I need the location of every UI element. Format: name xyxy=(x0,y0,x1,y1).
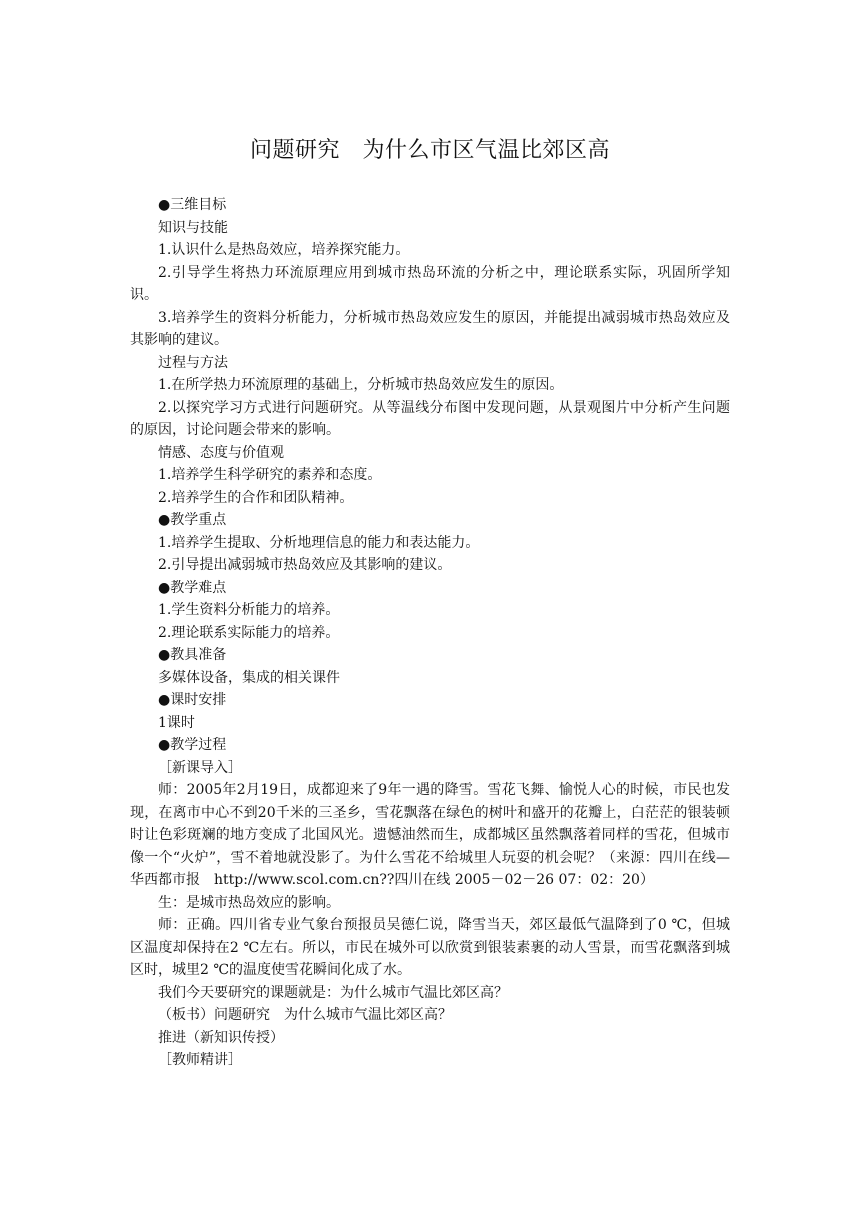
paragraph: 1.培养学生科学研究的素养和态度。 xyxy=(158,467,382,483)
paragraph: 2.引导提出减弱城市热岛效应及其影响的建议。 xyxy=(158,557,452,573)
paragraph: 多媒体设备，集成的相关课件 xyxy=(158,669,340,686)
paragraph: 2.引导学生将热力环流原理应用到城市热岛环流的分析之中，理论联系实际，巩固所学知识。 xyxy=(130,264,730,303)
paragraph: 1.学生资料分析能力的培养。 xyxy=(158,602,340,618)
subheading-attitudes-values: 情感、态度与价值观 xyxy=(158,444,284,461)
heading-teaching-aids: ●教具准备 xyxy=(158,647,227,663)
document-title: 问题研究 为什么市区气温比郊区高 xyxy=(249,138,610,163)
paragraph: 1课时 xyxy=(158,714,195,731)
paragraph: 师：2005年2月19日，成都迎来了9年一遇的降雪。雪花飞舞、愉悦人心的时候，市民也发现，在离市中心不到20千米的三圣乡，雪花飘落在绿色的树叶和盛开的花瓣上，白茫茫的银装顿时让色彩斑斓的地方变成了北国风光。遗憾油然而生，成都城区虽然飘落着同样的雪花，但城市像一个“火炉”，雪不着地就没影了。为什么雪花不给城里人玩耍的机会呢？（来源：四川在线—华西都市报 http://www.scol.com.cn??四川在线 2005－02－26 07：02：20） xyxy=(130,782,730,888)
heading-teaching-focus: ●教学重点 xyxy=(158,512,227,528)
heading-teaching-process: ●教学过程 xyxy=(158,737,227,753)
heading-class-schedule: ●课时安排 xyxy=(158,692,227,708)
paragraph: 1.培养学生提取、分析地理信息的能力和表达能力。 xyxy=(158,534,480,551)
heading-teaching-difficulties: ●教学难点 xyxy=(158,579,227,596)
paragraph: 推进（新知识传授） xyxy=(158,1029,284,1046)
subheading-process-methods: 过程与方法 xyxy=(158,354,228,371)
paragraph: （板书）问题研究 为什么城市气温比郊区高？ xyxy=(158,1007,452,1023)
paragraph: 3.培养学生的资料分析能力，分析城市热岛效应发生的原因，并能提出减弱城市热岛效应及其影响的建议。 xyxy=(130,309,730,348)
heading-three-dim-goals: ●三维目标 xyxy=(158,197,227,213)
paragraph: 师：正确。四川省专业气象台预报员吴德仁说，降雪当天，郊区最低气温降到了0 ℃，但城区温度却保持在2 ℃左右。所以，市民在城外可以欣赏到银装素裹的动人雪景，而雪花飘落到城区时，城里2 ℃的温度使雪花瞬间化成了水。 xyxy=(130,917,730,978)
paragraph: 1.在所学热力环流原理的基础上，分析城市热岛效应发生的原因。 xyxy=(158,377,564,393)
paragraph: 2.理论联系实际能力的培养。 xyxy=(158,624,340,641)
paragraph: 我们今天要研究的课题就是：为什么城市气温比郊区高？ xyxy=(158,984,508,1001)
paragraph: 生：是城市热岛效应的影响。 xyxy=(158,894,340,911)
subheading-knowledge-skills: 知识与技能 xyxy=(158,219,228,236)
document-body xyxy=(130,194,730,1072)
subheading-new-lesson-intro: ［新课导入］ xyxy=(158,759,242,776)
paragraph: 1.认识什么是热岛效应，培养探究能力。 xyxy=(158,242,410,258)
subheading-teacher-lecture: ［教师精讲］ xyxy=(158,1052,242,1068)
paragraph: 2.培养学生的合作和团队精神。 xyxy=(158,489,354,506)
paragraph: 2.以探究学习方式进行问题研究。从等温线分布图中发现问题，从景观图片中分析产生问题的原因，讨论问题会带来的影响。 xyxy=(130,399,730,438)
